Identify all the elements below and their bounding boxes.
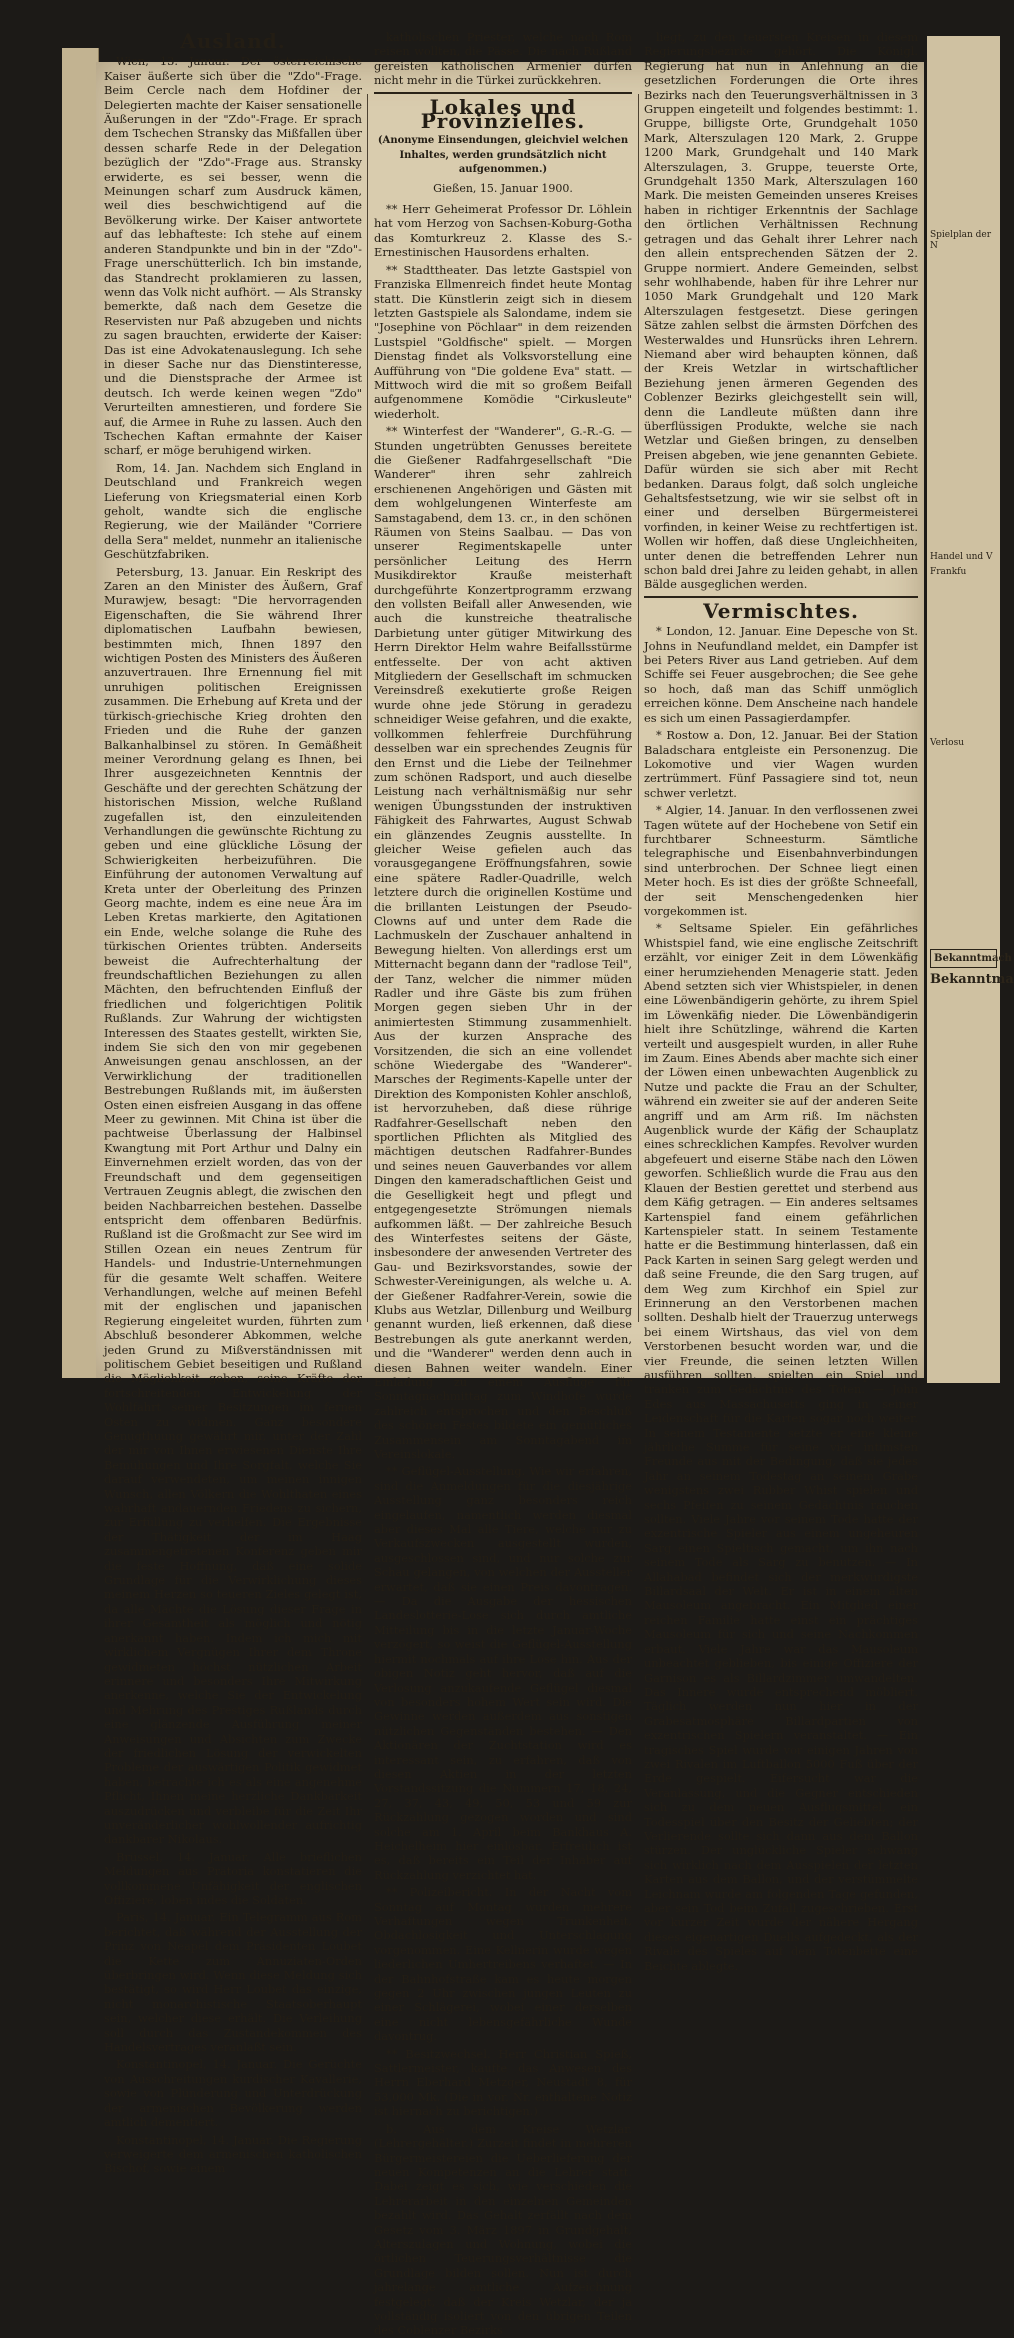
adjacent-page-strip bbox=[927, 36, 1014, 1383]
article-paragraph: * Seltsame Spieler. Ein gefährliches Whistspiel fand, wie eine englische Zeitschrift erzählt, vor einiger Zeit in dem Löwenkäfig einer herumziehenden Menagerie statt. Jeden Abend setzten sich vier Whistspieler, in denen eine Löwenbändigerin gehörte, zu ihrem Spiel im Löwenkäfig nieder. Die Löwenbändigerin hielt ihre Schützlinge, während die Karten verteilt und ausgespielt wurden, in aller Ruhe im Zaum. Eines Abends aber machte sich einer der Löwen einen unbewachten Augenblick zu Nutze und packte die Frau an der Schulter, während ein zweiter sie auf der anderen Seite angriff und am Arm riß. Im nächsten Augenblick wurde der Käfig der Schauplatz eines schrecklichen Kampfes. Revolver wurden abgefeuert und eiserne Stäbe nach den Löwen geworfen. Schließlich wurde die Frau aus den Klauen der Bestien gerettet und sterbend aus dem Käfig getragen. — Ein anderes seltsames Kartenspiel fand einem gefährlichen Kartenspieler statt. In seinem Testamente hatte er die Bestimmung hinterlassen, daß ein Pack Karten in seinen Sarg gelegt werden und daß seine Freunde, die den Sarg trugen, auf dem Weg zum Kirchhof ein Spiel zur Erinnerung an den Verstorbenen machen sollten. Deshalb hielt der Trauerzug unterwegs bei einem Wirtshaus, das viel von dem Verstorbenen besucht worden war, und die vier Freunde, die seinen letzten Willen ausführen sollten, spielten ein Spiel und tranken zum Gedächtnis des Toten. — John Edes aus Massachusetts ging in seiner Leidenschaft für die Karten sogar noch weiter. In seinem Testamente setzte er eine kleine jährliche Summe für seine vier intimsten Freunde aus mit der Bedingung, daß sie jedes Jahr an seinem Todestag an seinem Grabe wenigstens zwei Rubber Whist spielen und sechs Pfeifen zu seinem Gedächtnis rauchen sollten. Viele Jahre vor seinem Tode hatte der exzentrische Spieler aus einem ungeheuren Sarg einen Spieltisch gemacht, um ihn nach seinem Tode als Sarg zu benutzen. — In Allahabad befindet sich der merkwürdigste Billardsaal der Welt. Er ist in einem alten Mausoleum angebracht. Ein Mitglied einer reichen Familie hatte einst ein prächtiges Mausoleum für sich und seine Nachkommen erbaut. Viele Jahre war das Mausoleum unbeachtet geblieben, bis einige Offiziere der Garnison es als Billardzimmer umwandelten. Das Innere wurde entsprechend möbliert. Täglich werden nun hier in der Grabesatmosphäre Billardpartien von exzentrischen Spielern veranstaltet. — Ein tragisches Spiel wurde vor einigen Jahren von zwei Rivalen im Luftballon 5000 Fuß über der Erde gespielt. Eifersucht war die Veranlassung, und die Gegner entschieden sich zu dem neuen Ausflugsmittel, ein Todesspiel über den Besitz der Geliebten; der Verlierende sollte sich dann aus dem Ballon stürzen. Der unglückliche Spieler schwang sich wirklich nach dem Ausspielen der letzten Karten aus dem Ballon, und der verstümmelte Leichnam wurde am folgenden Tage gefunden, aber sein Tod beim Zufall zugeschrieben. Erst vor kurzer Zeit wurde der nähere Hergang dieses eigenartigen Duells aufgedeckt, als der Rivale des Spieles auf dem Totenbette eine Beichte ablegte. bbox=[644, 921, 918, 1973]
intro-text: katholischen Priester, welche nach Rom reisen wollten, die Pässe. Die nach Rußland gereisten katholischen Armenier dürfen nicht mehr in die Türkei zurückkehren. bbox=[374, 30, 632, 88]
article-paragraph: Rom, 14. Jan. Nachdem sich England in Deutschland und Frankreich wegen Lieferung von Kriegsmaterial einen Korb geholt, wandte sich die englische Regierung, wie der Mailänder "Corriere della Sera" meldet, nunmehr an italienische Geschützfabriken. bbox=[104, 460, 362, 562]
article-paragraph: ** Besitzwechsel. Herr Christian Spieß, Sattlermeister, kaufte das Anwesen des Herrn Eberhard Metzger, Neustadt 8, für 53,000 Mk. (Die in vor. Nr. enthaltene Notiz ist hiernach zu berichtigen.) bbox=[374, 2046, 632, 2119]
column-lokales bbox=[374, 30, 632, 2338]
section-subheading: (Anonyme Einsendungen, gleichviel welchen Inhaltes, werden grundsätzlich nicht aufgenommen.) bbox=[377, 135, 629, 176]
article-paragraph: * London, 12. Januar. Eine Depesche von St. Johns in Neufundland meldet, ein Dampfer ist bei Peters River aus Land getrieben. Auf dem Schiffe sei Feuer ausgebrochen; die See gehe so hoch, daß man das Schiff unmöglich erreichen könne. Dem Anscheine nach handele es sich um einen Passagierdampfer. bbox=[644, 624, 918, 725]
section-heading-ausland: Ausland. bbox=[180, 29, 286, 53]
section-divider bbox=[644, 596, 918, 598]
article-paragraph: b. Aus dem Kreise Wetzlar. (Lehrergehälter.) Zurzeit findet in mehreren Bürgermeistereien die Ueberlieferung der neuen Kompetenzen an die Lehrer statt. Dabei zeigt es sich, wie verschieden die Lehrerarbeit in den einzelnen Gemeinden bezahlt wird. Das Gehalt zerfällt nach dem Gesetz vom 3. März 1897 in Grundgehalt, Alterszulagen und Wohnung, wobei die örtlichen Teuerungsverhältnisse die Grundlage bilden sollen. Nun ist durch jahrelange amtliche Aufzeichnung festgelegt, daß der Kreis Wetzlar, der ja vollständig isoliert von den übrigen Teilen des Coblenzer Bezirks bbox=[374, 2121, 632, 2338]
column-rule bbox=[638, 94, 639, 1322]
spine-line: Verlosu bbox=[930, 738, 965, 748]
article-paragraph: * Rostow a. Don, 12. Januar. Bei der Station Baladschara entgleiste ein Personenzug. Die Lokomotive und vier Wagen wurden zertrümmert. Fünf Passagiere sind tot, neun schwer verletzt. bbox=[644, 728, 918, 800]
spine-line: Handel und V bbox=[930, 552, 993, 562]
spine-line: Spielplan der N bbox=[930, 230, 992, 251]
dateline: Gießen, 15. Januar 1900. bbox=[433, 181, 573, 195]
article-paragraph: ** Polizeibericht. In der Nacht vom Sonntag auf Montag wurden mehrere Verhaftungen wegen Trunkenheit, Obdachlosigkeit und Unterschlagung vorgenommen. Eine Kellnerin wurde wegen liederlichen Umhertreibens verhaftet. — In der Bahnhofstraße kam es heute morgen gegen 2 Uhr zwischen jungen Leuten zu einer Schlägerei, wobei einer derselben eine nicht lebensgefährliche Wunde davontrug. bbox=[374, 1885, 632, 2044]
article-paragraph: Konstantinopel, 14. Januar. Die Regierung verweigerte dem armenischen katholischen Bischof, sowie einem bbox=[104, 2132, 362, 2176]
article-paragraph: Paris, 14. Januar. Ein Telegramm aus Rom berichtet, daß während der Ausstellung der Prinz von Neapel dem Präsidenten Loubet die Kette zum Annuziaten-Orden überbringen wird. Wenn diese Meldung sich bestätigt, so wird Herr Loubet das einzige, nicht monarchistische Staatsoberhaupt sein, welcher diese erhält. Die Verleihung soll durch das Zustandekommen des Handelsvertrages veranlaßt sein. bbox=[104, 1910, 362, 2055]
spine-line: Frankfu bbox=[930, 567, 967, 577]
column-ausland bbox=[104, 29, 362, 2176]
article-paragraph: Petersburg, 13. Januar. Ein Reskript des Zaren an den Minister des Äußern, Graf Murawjew, besagt: "Die hervorragenden Eigenschaften, die Sie während Ihrer diplomatischen Laufbahn bewiesen, bestimmten mich, Ihnen 1897 den wichtigen Posten des Ministers des Äußeren anzuvertrauen. Ihre Ernennung fiel mit unruhigen politischen Ereignissen zusammen. Die Erhebung auf Kreta und der türkisch-griechische Krieg drohten den Frieden und die Ruhe der ganzen Balkanhalbinsel zu stören. In Gemäßheit meiner Verordnung gelang es Ihnen, bei Ihrer ausgezeichneten Kenntnis der Geschäfte und der gerechten Schätzung der historischen Mission, welche Rußland zugefallen ist, den einzuleitenden Verhandlungen die gewünschte Richtung zu geben und eine glückliche Lösung der Schwierigkeiten herbeizuführen. Die Einführung der autonomen Verwaltung auf Kreta unter der Oberleitung des Prinzen Georg machte, indem es eine neue Ära im Leben Kretas markierte, den Agitationen ein Ende, welche solange die Ruhe des türkischen Orientes trübten. Anderseits beweist die Aufrechterhaltung der freundschaftlichen Beziehungen zu allen Mächten, den befruchtenden Einfluß der friedlichen und folgerichtigen Politik Rußlands. Zur Wahrung der wichtigsten Interessen des Staates gestellt, wirkten Sie, indem Sie sich den von mir gegebenen Anweisungen genau anschlossen, an der Verwirklichung der traditionellen Bestrebungen Rußlands mit, im äußersten Osten einen eisfreien Ausgang in das offene Meer zu gewinnen. Mit China ist über die pachtweise Überlassung der Halbinsel Kwangtung mit Port Arthur und Dalny ein Einvernehmen erzielt worden, das von der Freundschaft und dem gegenseitigen Vertrauen Zeugnis ablegt, die zwischen den beiden Nachbarreichen bestehen. Dasselbe entspricht dem offenbaren Bedürfnis. Rußland ist die Großmacht zur See wird im Stillen Ozean ein neues Zentrum für Handels- und Industrie-Unternehmungen für die gesamte Welt schaffen. Weitere Verhandlungen, welche auf meinen Befehl mit der englischen und japanischen Regierung eingeleitet wurden, führten zum Abschluß besonderer Abkommen, welche jeden Grund zu Mißverständnissen mit politischem Gebiet beseitigen und Rußland die Möglichkeit geben, seine Kräfte der fortschreitenden Entwickelung der Wohlfahrt seiner Besitzungen im fernen Osten zu widmen. Ganz besondere Genugthuung gewährt mir, unter der Zahl der mir von Ihnen erwiesenen Dienste Ihre Bemühungen und Ihre Sorgfalt, welche Sie darauf verwendeten, um meinen innigen Wunsch, allen Völkern die Wohlthaten eines wahrhaft andauernden Friedens zu sichern, zur Erfüllung zu verhelfen. Die Ergebnisse der Thätigkeit der im Haag zusammengetretenen Konferenz geben mir die feste Hoffnung, daß eine solide Grundlage für die Verwirklichung dieses meinem Herzen so teueren Zieles gelegt ist, da alle Mächte die Lösung dieser Frage in ihrer Gesamtheit als möglich und nötig anerkannt haben. Indem ich mich mit wirklichem Vergnügen Ihrer dem Throne gewidmeten höchst nützlichen Arbeit erinnere und besonders Ihre Mitwirkung anerkenne, welche Sie der Entwickelung und Mehrung des Prestiges Rußlands durch eine glänzende Ausführung meiner Anweisungen und Absichten zum Zwecke der friedlichen Lösung der verwickelten Probleme der auswärtigen Politik gewidmet haben, betrachte ich es als eine angenehme Pflicht, Ihnen meine herzliche Dankbarkeit auszudrücken und verbleibe für die Zeit Ihr unveränderlicher wohlwollender aufrichtig dankbarer Nikolaus. bbox=[104, 564, 362, 1847]
article-paragraph: Wien, 13. Januar. Der österreichische Kaiser äußerte sich über die "Zdo"-Frage. Beim Cercle nach dem Hofdiner der Delegierten machte der Kaiser sensationelle Äußerungen in der "Zdo"-Frage. Er sprach dem Tschechen Stransky das Mißfallen über dessen scharfe Rede in der Delegation bezüglich der "Zdo"-Frage aus. Stransky erwiderte, es sei besser, wenn die Meinungen scharf zum Ausdruck kämen, weil dies beschwichtigend auf die Bevölkerung wirke. Der Kaiser antwortete auf das lebhafteste: Ich stehe auf einem anderen Standpunkte und bin in der "Zdo"-Frage unerschütterlich. Ich bin imstande, das Standrecht proklamieren zu lassen, wenn das Volk nicht aufhört. — Als Stransky bemerkte, daß nach dem Gesetze die Reservisten nur Paß abzugeben und nichts zu sagen brauchten, erwiderte der Kaiser: Das ist eine Advokatenauslegung. Ich sehe in dieser Sache nur das Dienstinteresse, und die Dienstsprache der Armee ist deutsch. Ich werde keinen wegen "Zdo" Verurteilten amnestieren, und fordere Sie auf, die Armee in Ruhe zu lassen. Auch den Tschechen Kaftan ermahnte der Kaiser scharf, er möge beruhigend wirken. bbox=[104, 54, 362, 458]
section-heading-lokales: Lokales und Provinzielles. bbox=[420, 94, 586, 134]
article-paragraph: ** Winterfest der "Wanderer", G.-R.-G. — Stunden ungetrübten Genusses bereitete die Gießener Radfahrgesellschaft "Die Wanderer" ihren sehr zahlreich erschienenen Angehörigen und Gästen mit dem wohlgelungenen Winterfeste am Samstagabend, dem 13. cr., in den schönen Räumen von Steins Saalbau. — Das von unserer Regimentskapelle unter persönlicher Leitung des Herrn Musikdirektor Krauße meisterhaft durchgeführte Konzertprogramm erzwang den vollsten Beifall aller Anwesenden, wie auch die kunstreiche theatralische Darbietung unter gütiger Mitwirkung des Herrn Direktor Helm wahre Beifallsstürme entfesselte. Der von acht aktiven Mitgliedern der Gesellschaft im schmucken Vereinsdreß exekutierte große Reigen wurde ohne jede Störung in geradezu schneidiger Weise gefahren, und die exakte, vollkommen fehlerfreie Durchführung desselben war ein sprechendes Zeugnis für den Ernst und die Liebe der Teilnehmer zum schönen Radsport, und auch dieselbe Leistung nach verhältnismäßig nur sehr wenigen Übungsstunden der instruktiven Fähigkeit des Fahrwartes, August Schwab ein glänzendes Zeugnis ausstellte. In gleicher Weise gefielen auch das vorausgegangene Eröffnungsfahren, sowie eine spätere Radler-Quadrille, welch letztere durch die originellen Kostüme und die brillanten Leistungen der Pseudo-Clowns auf und unter dem Rade die Lachmuskeln der Zuschauer anhaltend in Bewegung hielten. Von allerdings erst um Mitternacht begann dann der "radlose Teil", der Tanz, welcher die nimmer müden Radler und ihre Gäste bis zum frühen Morgen gegen sieben Uhr in der animiertesten Stimmung zusammenhielt. Aus der kurzen Ansprache des Vorsitzenden, die sich an eine vollendet schöne Wiedergabe des "Wanderer"-Marsches der Regiments-Kapelle unter der Direktion des Komponisten Kohler anschloß, ist hervorzuheben, daß diese rührige Radfahrer-Gesellschaft neben den sportlichen Pflichten als Mitglied des mächtigen deutschen Radfahrer-Bundes und seines neuen Gauverbandes vor allem Dingen den kameradschaftlichen Geist und die Geselligkeit hegt und pflegt und entgegengesetzte Strömungen niemals aufkommen läßt. — Der zahlreiche Besuch des Winterfestes seitens der Gäste, insbesondere der anwesenden Vertreter des Gau- und Bezirksvorstandes, sowie der Schwester-Vereinigungen, als welche u. A. der Gießener Radfahrer-Verein, sowie die Klubs aus Wetzlar, Dillenburg und Weilburg genannt wurden, ließ erkennen, daß diese Bestrebungen als gute anerkannt werden, und die "Wanderer" werden denn auch in diesen Bahnen weiter wandeln. Einer Einladung zu einem Ausfluge für Sonntagnachmittag zum Windhofe wurde zahlreich entsprochen und den Beschluß des schönen Festes bildete ein gemütliches Zusammensein am Sonntagabend im Vereinslokale. bbox=[374, 424, 632, 1461]
column-rule bbox=[367, 94, 368, 1322]
article-paragraph: ** Herr Geheimerat Professor Dr. Löhlein hat vom Herzog von Sachsen-Koburg-Gotha das Komturkreuz 2. Klasse des S.-Ernestinischen Hausordens erhalten. bbox=[374, 202, 632, 260]
page-edge bbox=[62, 48, 99, 1378]
article-paragraph: ** Geflügel-Ausstellung. Wie wir erfahren, sind die Anmeldungen für die diesjährige Ausstellung ganz besonders reich eingelaufen, namentlich werden diesmal aber dieses Mal alle Tiere, welche nur zu Verkaufszwecken ausgestellt wurden, ausgeschlossen sind, und nur solche zur Schau gelangen, von welchen der Aussteller erwartet, daß sie einen Preis davontragen. — Da die Ausgabe der hessischen Landeslotterie-Lose sich durch amtliche Mitteilung bis in die letzte Januar-Woche verzögert, so weist die Geflügel-Ausstellung hiermit nochmals auf ihre Lose hin. Aus der obigen Notiz geht hervor, daß auf die Verlosung anzukaufende Geflügel diesmal von besonders hohem Wert sein wird. Die Gewinne werden außerdem aus sonstigen nützlichen Gegenständen bestehen. — Den Aktionären der Zuchtstation wird es interessant sein, zu erfahren, daß von diesen Aktien in der letzten Vorstandssitzung die Nummern 17, 18, 24, 27, 37, 43, 49, 50, 53 und 59 zur Rückzahlung gezogen worden und sind solche am 1. April beim Bankhaus A. Heichelheim hier einlösbar. Erfreulich ist es, daß bereits ein Teil der Inhaber auf Rückzahlung verzichtet hat. bbox=[374, 1464, 632, 1882]
article-paragraph: * Algier, 14. Januar. In den verflossenen zwei Tagen wütete auf der Hochebene von Setif ein furchtbarer Schneesturm. Sämtliche telegraphische und Eisenbahnverbindungen sind unterbrochen. Der Schnee liegt einen Meter hoch. Es ist dies der größte Schneefall, der seit Menschengedenken hier vorgekommen ist. bbox=[644, 803, 918, 918]
section-heading-vermischtes: Vermischtes. bbox=[703, 598, 859, 623]
spine-line: Bekanntma bbox=[930, 972, 1014, 987]
article-list bbox=[374, 202, 632, 2338]
article-paragraph: Konstantinopel, 14. Januar. Die Gerüchte von Ausschreitungen kurdischer Kavallerie, sowie von Plünderung und Unterdrückung der armenischen Bevölkerung werden amtlich dementiert. bbox=[104, 2057, 362, 2130]
column-vermischtes bbox=[644, 30, 918, 1973]
section-divider bbox=[374, 92, 632, 94]
article-list bbox=[104, 54, 362, 2175]
adjacent-page-text bbox=[927, 36, 1014, 989]
article-list bbox=[644, 624, 918, 1973]
article-paragraph: ** Stadttheater. Das letzte Gastspiel von Franziska Ellmenreich findet heute Montag statt. Die Künstlerin zeigt sich in diesem letzten Gastspiele als Salondame, indem sie "Josephine von Pöchlaar" in dem reizenden Lustspiel "Goldfische" spielt. — Morgen Dienstag findet als Volksvorstellung eine Aufführung von "Die goldene Eva" statt. — Mittwoch wird die mit so großem Beifall aufgenommene Komödie "Cirkusleute" wiederholt. bbox=[374, 262, 632, 421]
spine-line: Bekanntmach bbox=[930, 949, 997, 968]
article-paragraph: Brüssel, 14. Januar. Alle brieflichen Meldungen aus Prätoria konstatieren die vollkommene Unfähigkeit der englischen Offiziere, loben indes die Soldaten. bbox=[104, 1849, 362, 1907]
intro-text: liegt, zu den teuersten Kreisen in diesem Regierungsbezirke gehört. Die Königl. Regierung hat nun in Anlehnung an die gesetzlichen Forderungen die Orte ihres Bezirks nach den Teuerungsverhältnissen in 3 Gruppen eingeteilt und folgendes bestimmt: 1. Gruppe, billigste Orte, Grundgehalt 1050 Mark, Alterszulagen 120 Mark, 2. Gruppe 1200 Mark, Grundgehalt und 140 Mark Alterszulagen, 3. Gruppe, teuerste Orte, Grundgehalt 1350 Mark, Alterszulagen 160 Mark. Die meisten Gemeinden unseres Kreises haben in richtiger Erkenntnis der Sachlage den örtlichen Verhältnissen Rechnung getragen und das Gehalt ihrer Lehrer nach den allein entsprechenden Sätzen der 2. Gruppe normiert. Andere Gemeinden, selbst sehr wohlhabende, haben für ihre Lehrer nur 1050 Mark Grundgehalt und 120 Mark Alterszulagen festgesetzt. Diese geringen Sätze zahlen selbst die ärmsten Dörfchen des Westerwaldes und Hunsrücks ihren Lehrern. Niemand aber wird behaupten können, daß der Kreis Wetzlar in wirtschaftlicher Beziehung jenen ärmeren Gegenden des Coblenzer Bezirks gleichgestellt sein will, denn die Landleute müßten dann ihre überflüssigen Produkte, welche sie nach Wetzlar und Gießen bringen, zu denselben Preisen abgeben, wie jene genannten Gebiete. Dafür würden sie sich aber mit Recht bedanken. Daraus folgt, daß solch ungleiche Gehaltsfestsetzung, wie wir sie selbst oft in einer und derselben Bürgermeisterei vorfinden, in keiner Weise zu rechtfertigen ist. Wollen wir hoffen, daß diese Ungleichheiten, unter denen die betreffenden Lehrer nun schon bald drei Jahre zu leiden gehabt, in allen Bälde ausgeglichen werden. bbox=[644, 30, 918, 592]
